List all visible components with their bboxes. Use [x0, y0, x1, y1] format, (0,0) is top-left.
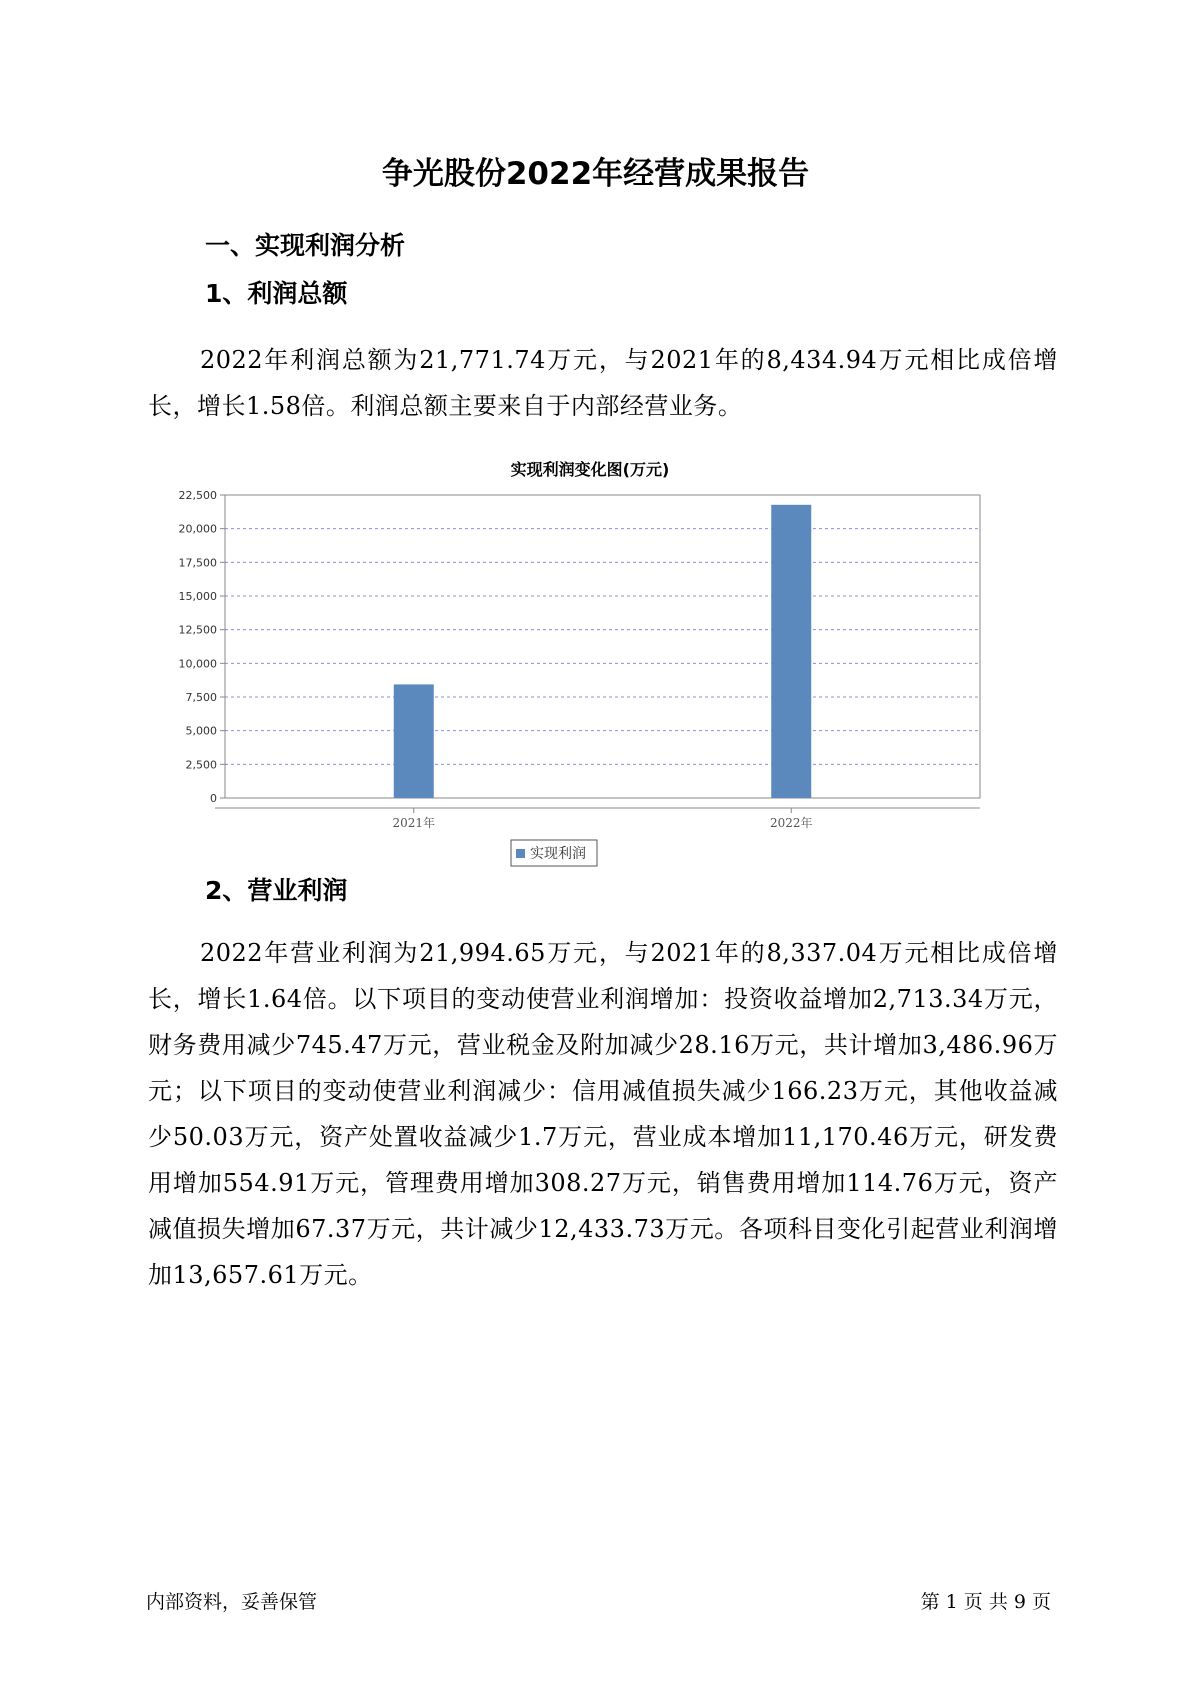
- chart-gridlines: [225, 495, 980, 764]
- y-tick-label: 5,000: [185, 724, 217, 738]
- y-tick-label: 10,000: [178, 657, 217, 671]
- bar-2021年: [394, 684, 434, 798]
- total-profit-paragraph: 2022年利润总额为21,771.74万元，与2021年的8,434.94万元相比成倍增长，增长1.58倍。利润总额主要来自于内部经营业务。: [148, 346, 1058, 420]
- legend-label: 实现利润: [530, 846, 586, 862]
- section-heading-profit-analysis: 一、实现利润分析: [205, 231, 406, 260]
- subsection-heading-operating-profit: 2、营业利润: [205, 876, 348, 905]
- x-tick-label: 2021年: [392, 816, 436, 830]
- chart-legend: [511, 840, 597, 866]
- chart-plot-area: [225, 495, 980, 798]
- chart-bars: [394, 505, 812, 798]
- y-tick-label: 15,000: [178, 590, 217, 603]
- operating-profit-paragraph: 2022年营业利润为21,994.65万元，与2021年的8,337.04万元相比成倍增长，增长1.64倍。以下项目的变动使营业利润增加：投资收益增加2,713.34万元，财务费用减少745.47万元，营业税金及附加减少28.16万元，共计增加3,486.96万元；以下项目的变动使营业利润减少：信用减值损失减少166.23万元，其他收益减少50.03万元，资产处置收益减少1.7万元，营业成本增加11,170.46万元，研发费用增加554.91万元，管理费用增加308.27万元，销售费用增加114.76万元，资产减值损失增加67.37万元，共计减少12,433.73万元。各项科目变化引起营业利润增加13,657.61万元。: [148, 939, 1058, 1289]
- y-tick-label: 0: [210, 792, 217, 805]
- y-tick-label: 17,500: [178, 556, 217, 570]
- document-title: 争光股份2022年经营成果报告: [381, 156, 810, 192]
- y-tick-label: 22,500: [178, 489, 217, 502]
- profit-chart-svg: [150, 455, 1030, 915]
- legend-swatch: [516, 849, 525, 858]
- subsection-heading-total-profit: 1、利润总额: [205, 279, 348, 308]
- x-tick-label: 2022年: [769, 816, 813, 830]
- y-tick-label: 12,500: [178, 623, 217, 637]
- footer-page-number: 第 1 页 共 9 页: [920, 1591, 1051, 1613]
- y-tick-label: 20,000: [178, 522, 217, 536]
- profit-bar-chart: [150, 455, 1030, 915]
- bar-2022年: [771, 505, 811, 798]
- y-tick-label: 7,500: [185, 691, 217, 704]
- y-tick-label: 2,500: [185, 758, 217, 772]
- chart-x-axis-ticks: [392, 808, 812, 830]
- chart-title: 实现利润变化图(万元): [510, 460, 670, 479]
- chart-y-axis-ticks: [179, 489, 226, 805]
- footer-confidential-note: 内部资料，妥善保管: [146, 1591, 318, 1613]
